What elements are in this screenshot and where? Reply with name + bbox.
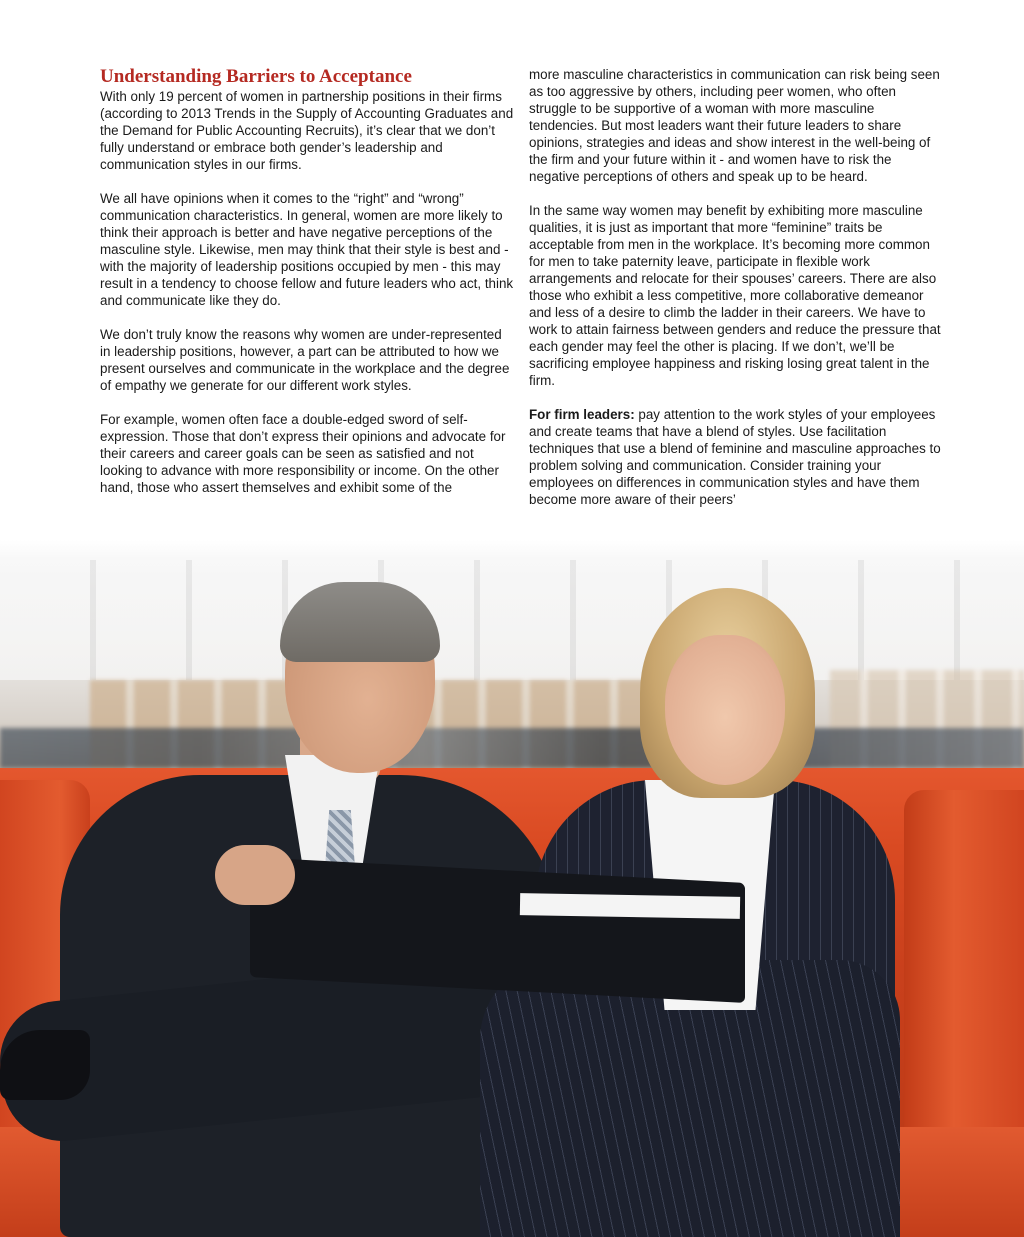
paragraph: With only 19 percent of women in partnership positions in their firms (according to 2013 Trends in the Supply of Accounting Graduates and the Demand for Public Accounting Recruits), it’s clear that we don’t fully understand or embrace both gender’s leadership and communication styles in our firms. <box>100 89 514 172</box>
woman-face <box>665 635 785 785</box>
section-heading: Understanding Barriers to Acceptance <box>100 66 412 87</box>
firm-leaders-paragraph <box>529 406 944 508</box>
paragraph: We all have opinions when it comes to the “right” and “wrong” communication characteristics. In general, women are more likely to think their approach is better and have negative perceptions of the masculine style. Likewise, men may think that their style is best and - with the majority of leadership positions occupied by men - this may result in a tendency to choose fellow and future leaders who act, think and communicate like they do. <box>100 191 514 308</box>
paragraph: We don’t truly know the reasons why women are under-represented in leadership positions, however, a part can be attributed to how we present ourselves and communicate in the workplace and the degree of empathy we generate for our different work styles. <box>100 327 510 393</box>
folder-paper <box>520 893 740 919</box>
left-column <box>100 66 515 496</box>
background-chairs <box>0 728 1024 768</box>
paragraph: For example, women often face a double-edged sword of self-expression. Those that don’t express their opinions and advocate for their careers and career goals can be seen as satisfied and not looking to advance with more responsibility or income. On the other hand, those who assert themselves and exhibit some of the <box>100 412 506 495</box>
paragraph: more masculine characteristics in communication can risk being seen as too aggressive by others, including peer women, who often struggle to be supportive of a woman with more masculine tendencies. But most leaders want their future leaders to share opinions, strategies and ideas and show interest in the well-being of the firm and your future within it - and women have to risk the negative perceptions of others and speak up to be heard. <box>529 67 940 184</box>
right-column <box>529 66 944 508</box>
office-windows <box>0 560 1024 680</box>
man-hand <box>215 845 295 905</box>
firm-leaders-lead: For firm leaders: <box>529 407 635 422</box>
paragraph: In the same way women may benefit by exhibiting more masculine qualities, it is just as important that more “feminine” traits be acceptable from men in the workplace. It’s becoming more common for men to take paternity leave, participate in flexible work arrangements and relocate for their spouses’ careers. There are also those who exhibit a less competitive, more collaborative demeanor and less of a desire to climb the ladder in their careers. We have to work to attain fairness between genders and reduce the pressure that each gender may feel the other is placing. If we don’t, we’ll be sacrificing employee happiness and risking losing great talent in the firm. <box>529 203 941 388</box>
man-shoe <box>0 1030 90 1100</box>
firm-leaders-text: pay attention to the work styles of your employees and create teams that have a blend of styles. Use facilitation techniques that use a blend of feminine and masculine approaches to problem solving and communication. Consider training your employees on differences in communication styles and have them become more aware of their peers’ <box>529 407 941 507</box>
business-meeting-photo <box>0 540 1024 1237</box>
